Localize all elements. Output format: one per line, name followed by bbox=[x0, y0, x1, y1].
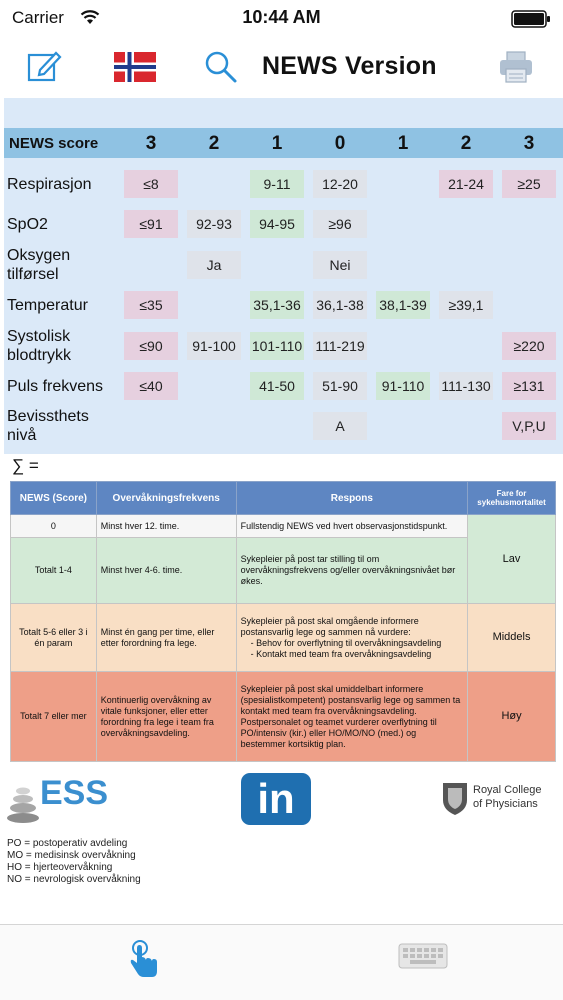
param-label-temperatur: Temperatur bbox=[7, 297, 88, 314]
score-cell[interactable]: ≤8 bbox=[124, 170, 178, 198]
score-cell[interactable]: 101-110 bbox=[250, 332, 304, 360]
score-cell[interactable]: V,P,U bbox=[502, 412, 556, 440]
score-header bbox=[4, 128, 563, 158]
score-cell[interactable]: ≤40 bbox=[124, 372, 178, 400]
score-text: Totalt 5-6 eller 3 i én param bbox=[11, 604, 97, 672]
response-text: Sykepleier på post skal omgående informere postansvarlig lege og sammen nå vurdere: bbox=[240, 615, 419, 637]
score-cell[interactable]: Ja bbox=[187, 251, 241, 279]
response-cell bbox=[236, 604, 467, 672]
score-cell[interactable]: 111-130 bbox=[439, 372, 493, 400]
score-header-value: 1 bbox=[397, 133, 409, 154]
score-cell[interactable]: 35,1-36 bbox=[250, 291, 304, 319]
response-text: Sykepleier på post tar stilling til om overvåkningsfrekvens og/eller overvåkningsnivået bør økes. bbox=[236, 538, 467, 604]
col-header-risk: Fare for sykehusmortalitet bbox=[468, 482, 556, 515]
score-grid bbox=[4, 98, 563, 454]
rcp-crest-icon bbox=[441, 780, 469, 816]
score-cell[interactable]: 9-11 bbox=[250, 170, 304, 198]
battery-icon bbox=[511, 10, 551, 28]
bullet-text: Kontakt med team fra overvåkningsavdeling bbox=[256, 648, 432, 659]
score-cell[interactable]: Nei bbox=[313, 251, 367, 279]
score-cell[interactable]: ≥131 bbox=[502, 372, 556, 400]
score-cell[interactable]: 51-90 bbox=[313, 372, 367, 400]
param-label-systolisk: Systolisk blodtrykk bbox=[7, 328, 72, 364]
toolbar bbox=[0, 36, 563, 98]
table-row bbox=[11, 672, 556, 762]
legend-item: HO = hjerteovervåkning bbox=[7, 862, 113, 873]
score-cell[interactable]: 21-24 bbox=[439, 170, 493, 198]
freq-text: Kontinuerlig overvåkning av vitale funksjoner, eller etter forordning fra lege i team fra overvåkningsavdeling. bbox=[96, 672, 236, 762]
col-header-response: Respons bbox=[236, 482, 467, 515]
param-label-respirasjon: Respirasjon bbox=[7, 176, 92, 193]
score-header-value: 3 bbox=[523, 133, 535, 154]
rcp-logo[interactable] bbox=[473, 783, 541, 811]
score-cell[interactable]: ≤35 bbox=[124, 291, 178, 319]
score-cell[interactable]: 36,1-38 bbox=[313, 291, 367, 319]
score-cell[interactable]: 111-219 bbox=[313, 332, 367, 360]
reference-table bbox=[10, 481, 556, 762]
response-bullet: - Behov for overflytning til overvåkningsavdeling bbox=[250, 637, 442, 648]
param-label-spo2: SpO2 bbox=[7, 216, 48, 233]
score-cell[interactable]: 12-20 bbox=[313, 170, 367, 198]
score-cell[interactable]: ≥39,1 bbox=[439, 291, 493, 319]
score-header-value: 3 bbox=[145, 133, 157, 154]
rcp-line2: of Physicians bbox=[473, 798, 538, 810]
score-header-value: 0 bbox=[334, 133, 346, 154]
news-score-label: NEWS score bbox=[9, 135, 99, 152]
score-header-value: 2 bbox=[208, 133, 220, 154]
legend-item: MO = medisinsk overvåkning bbox=[7, 850, 136, 861]
tab-bar bbox=[0, 924, 563, 1000]
sum-label: ∑ = bbox=[12, 456, 39, 475]
linkedin-icon[interactable]: in bbox=[241, 773, 311, 825]
freq-text: Minst én gang per time, eller etter forordning fra lege. bbox=[96, 604, 236, 672]
param-label-puls: Puls frekvens bbox=[7, 378, 104, 395]
bullet-text: Behov for overflytning til overvåkningsavdeling bbox=[256, 637, 442, 648]
score-text: Totalt 1-4 bbox=[11, 538, 97, 604]
score-cell[interactable]: 92-93 bbox=[187, 210, 241, 238]
score-cell[interactable]: 91-110 bbox=[376, 372, 430, 400]
score-cell[interactable]: 91-100 bbox=[187, 332, 241, 360]
response-bullet: - Kontakt med team fra overvåkningsavdeling bbox=[250, 648, 432, 659]
status-bar bbox=[0, 0, 563, 36]
col-header-freq: Overvåkningsfrekvens bbox=[96, 482, 236, 515]
carrier-label: Carrier bbox=[12, 8, 64, 27]
param-label-oksygen: Oksygen tilførsel bbox=[7, 247, 71, 283]
score-text: 0 bbox=[11, 515, 97, 538]
score-cell[interactable]: A bbox=[313, 412, 367, 440]
clock: 10:44 AM bbox=[242, 7, 321, 27]
risk-high: Høy bbox=[468, 672, 556, 762]
score-cell[interactable]: ≥25 bbox=[502, 170, 556, 198]
score-cell[interactable]: ≥220 bbox=[502, 332, 556, 360]
abbreviation-legend bbox=[7, 838, 141, 886]
risk-low: Lav bbox=[468, 515, 556, 604]
table-row bbox=[11, 515, 556, 538]
response-text: Fullstendig NEWS ved hvert observasjonstidspunkt. bbox=[236, 515, 467, 538]
rcp-line1: Royal College bbox=[473, 784, 542, 796]
ess-logo[interactable]: ESS bbox=[40, 774, 109, 812]
response-text: Sykepleier på post skal umiddelbart informere (spesialistkompetent) postansvarlig lege og sammen ta kontakt med team fra overvåkningsavdeling. Postpersonalet og teamet vurderer overflytning til PO/intensiv (kir.) eller HO/MO/NO (med.) og bestemmer kortsiktig plan. bbox=[236, 672, 467, 762]
score-text: Totalt 7 eller mer bbox=[11, 672, 97, 762]
score-cell[interactable]: ≤90 bbox=[124, 332, 178, 360]
stones-icon bbox=[6, 780, 40, 824]
col-header-score: NEWS (Score) bbox=[11, 482, 97, 515]
param-label-bevissthet: Bevissthets nivå bbox=[7, 408, 89, 444]
page-title: NEWS Version bbox=[262, 52, 437, 80]
flag-norway-icon[interactable] bbox=[114, 52, 156, 82]
printer-icon[interactable] bbox=[498, 50, 534, 84]
score-cell[interactable]: ≤91 bbox=[124, 210, 178, 238]
table-row bbox=[11, 604, 556, 672]
score-cell[interactable]: 38,1-39 bbox=[376, 291, 430, 319]
keyboard-icon[interactable] bbox=[398, 943, 448, 969]
risk-mid: Middels bbox=[468, 604, 556, 672]
score-cell[interactable]: 41-50 bbox=[250, 372, 304, 400]
freq-text: Minst hver 4-6. time. bbox=[96, 538, 236, 604]
freq-text: Minst hver 12. time. bbox=[96, 515, 236, 538]
score-header-value: 1 bbox=[271, 133, 283, 154]
legend-item: NO = nevrologisk overvåkning bbox=[7, 874, 141, 885]
logo-row bbox=[0, 770, 563, 828]
search-icon[interactable] bbox=[204, 50, 238, 84]
score-cell[interactable]: 94-95 bbox=[250, 210, 304, 238]
edit-icon[interactable] bbox=[26, 48, 62, 84]
score-header-value: 2 bbox=[460, 133, 472, 154]
tap-hand-icon[interactable] bbox=[128, 939, 160, 979]
score-cell[interactable]: ≥96 bbox=[313, 210, 367, 238]
legend-item: PO = postoperativ avdeling bbox=[7, 838, 128, 849]
